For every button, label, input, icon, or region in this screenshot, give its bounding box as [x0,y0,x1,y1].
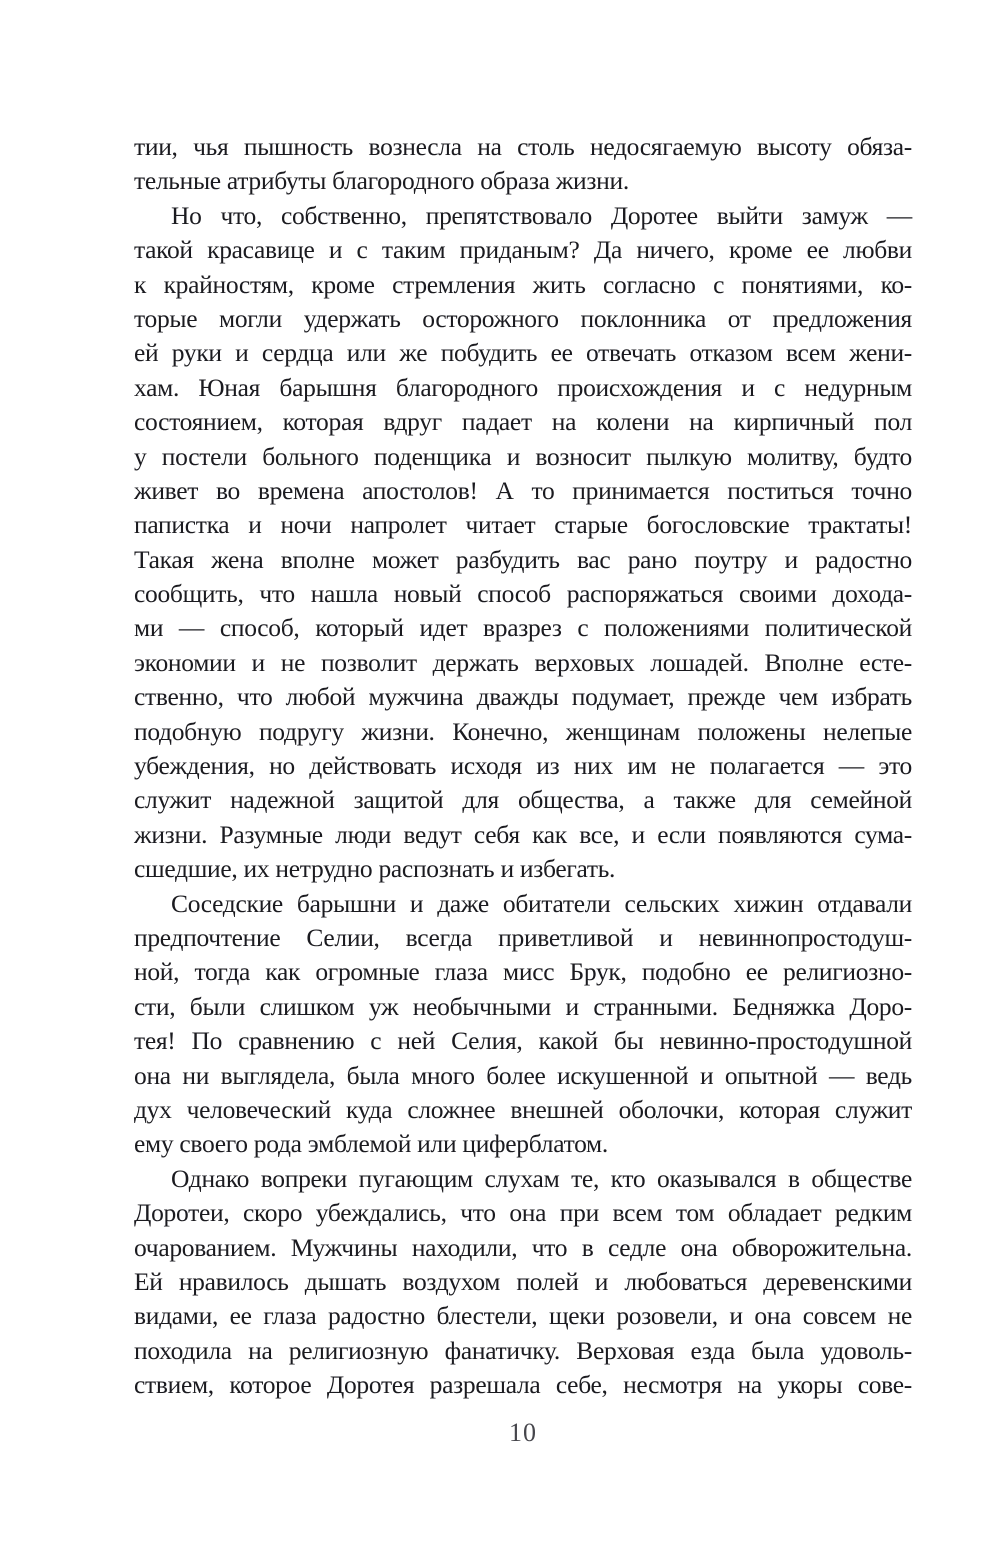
text-line: состоянием, которая вдруг падает на колени на кирпичный пол [134,407,912,437]
text-line: ей руки и сердца или же побудить ее отвечать отказом всем жени- [134,338,912,368]
text-line: тельные атрибуты благородного образа жизни. [134,166,629,196]
text-line: тии, чья пышность вознесла на столь недосягаемую высоту обяза- [134,132,912,161]
text-line: Соседские барышни и даже обитатели сельских хижин отдавали [171,888,912,918]
text-line: ственно, что любой мужчина дважды подумает, прежде чем избрать [134,682,912,712]
text-line: папистка и ночи напролет читает старые богословские трактаты! [134,510,912,540]
text-line: предпочтение Селии, всегда приветливой и невиннопростодуш- [134,922,912,952]
text-line: видами, ее глаза радостно блестели, щеки розовели, и она совсем не [134,1301,912,1331]
text-line: жизни. Разумные люди ведут себя как все, и если появляются сума- [134,819,912,849]
text-line: хам. Юная барышня благородного происхождения и с недурным [134,372,912,402]
text-line: она ни выглядела, была много более искушенной и опытной — ведь [134,1060,912,1090]
text-line: ему своего рода эмблемой или циферблатом. [134,1129,608,1159]
text-line: очарованием. Мужчины находили, что в седле она обворожительна. [134,1232,912,1262]
text-line: сшедшие, их нетрудно распознать и избегать. [134,854,616,884]
text-line: сообщить, что нашла новый способ распоряжаться своими дохода- [134,579,912,609]
text-line: сти, были слишком уж необычными и странными. Бедняжка Доро- [134,991,912,1021]
text-line: к крайностям, кроме стремления жить согласно с понятиями, ко- [134,269,912,299]
text-line: у постели больного поденщика и возносит пылкую молитву, будто [134,441,912,471]
text-line: торые могли удержать осторожного поклонника от предложения [134,303,912,333]
text-line: Однако вопреки пугающим слухам те, кто оказывался в обществе [171,1163,912,1193]
text-line: походила на религиозную фанатичку. Верховая езда была удоволь- [134,1335,912,1365]
text-line: ствием, которое Доротея разрешала себе, несмотря на укоры сове- [134,1370,912,1400]
text-line: такой красавице и с таким приданым? Да ничего, кроме ее любви [134,235,912,265]
text-line: Доротеи, скоро убеждались, что она при всем том обладает редким [134,1198,912,1228]
body-text [134,130,912,1402]
text-line: ной, тогда как огромные глаза мисс Брук, подобно ее религиозно- [134,957,912,987]
text-line: живет во времена апостолов! А то принимается поститься точно [134,475,912,505]
text-line: служит надежной защитой для общества, а также для семейной [134,785,912,815]
text-line: экономии и не позволит держать верховых лошадей. Вполне есте- [134,647,912,677]
text-line: тея! По сравнению с ней Селия, какой бы невинно-простодушной [134,1026,912,1056]
text-line: Ей нравилось дышать воздухом полей и любоваться деревенскими [134,1266,912,1296]
text-line: убеждения, но действовать исходя из них им не полагается — это [134,751,912,781]
text-line: Такая жена вполне может разбудить вас рано поутру и радостно [134,544,912,574]
text-line: подобную подругу жизни. Конечно, женщинам положены нелепые [134,716,912,746]
text-line: Но что, собственно, препятствовало Доротее выйти замуж — [171,200,912,230]
page-number: 10 [509,1418,537,1447]
text-line: дух человеческий куда сложнее внешней оболочки, которая служит [134,1094,912,1124]
text-line: ми — способ, который идет вразрез с положениями политической [134,613,912,643]
